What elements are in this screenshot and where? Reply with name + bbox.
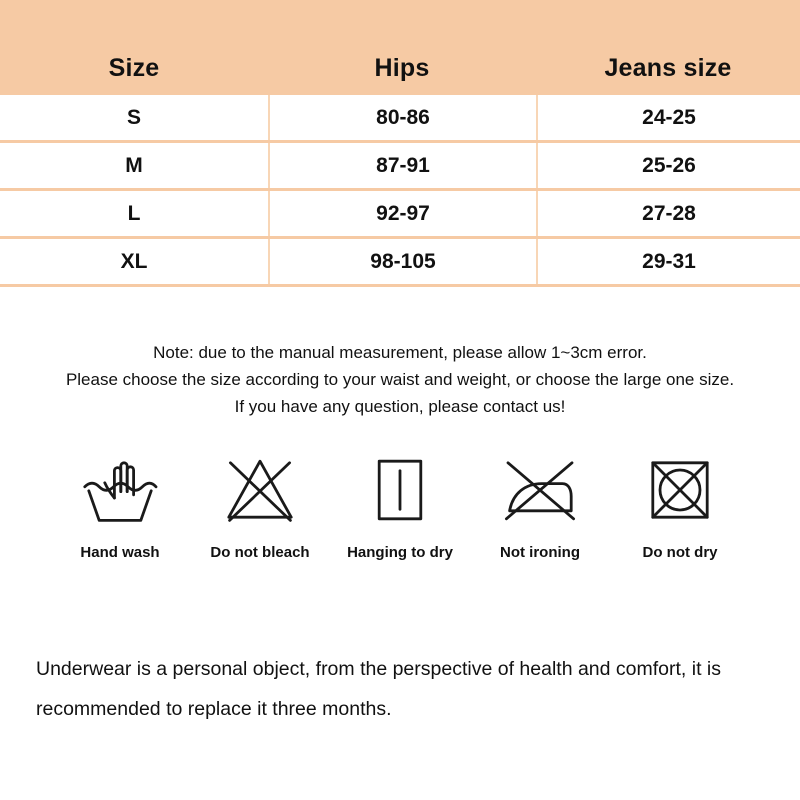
cell-size: XL — [120, 249, 148, 273]
care-item-do-not-bleach — [196, 450, 324, 561]
cell-jeans: 29-31 — [536, 239, 800, 284]
header-hips: Hips — [374, 54, 430, 82]
size-table — [0, 0, 800, 287]
header-size: Size — [108, 54, 160, 82]
do-not-dry-icon — [639, 450, 721, 530]
care-label: Do not dry — [642, 544, 718, 561]
note-line-3: If you have any question, please contact us! — [234, 397, 566, 416]
cell-hips: 98-105 — [268, 239, 536, 284]
cell-hips: 92-97 — [268, 191, 536, 236]
care-instructions-row — [0, 450, 800, 561]
cell-size: M — [125, 153, 143, 177]
care-item-hand-wash — [56, 450, 184, 561]
care-label: Hand wash — [80, 544, 160, 561]
cell-size: S — [126, 105, 141, 129]
note-line-2: Please choose the size according to your waist and weight, or choose the large one size. — [65, 370, 735, 389]
not-ironing-icon — [499, 450, 581, 530]
table-row — [0, 191, 800, 239]
care-label: Not ironing — [500, 544, 580, 561]
care-label: Do not bleach — [210, 544, 310, 561]
cell-hips: 87-91 — [268, 143, 536, 188]
cell-jeans: 24-25 — [536, 95, 800, 140]
table-row — [0, 95, 800, 143]
care-item-hanging-to-dry — [336, 450, 464, 561]
care-item-do-not-dry — [616, 450, 744, 561]
measurement-note — [0, 339, 800, 420]
header-jeans: Jeans size — [604, 54, 732, 82]
cell-jeans: 27-28 — [536, 191, 800, 236]
cell-jeans: 25-26 — [536, 143, 800, 188]
cell-hips: 80-86 — [268, 95, 536, 140]
size-table-header — [0, 0, 800, 95]
note-line-1: Note: due to the manual measurement, please allow 1~3cm error. — [153, 343, 647, 362]
care-item-not-ironing — [476, 450, 604, 561]
hanging-to-dry-icon — [359, 450, 441, 530]
table-row — [0, 239, 800, 287]
table-row — [0, 143, 800, 191]
cell-size: L — [127, 201, 141, 225]
replacement-advice-text: Underwear is a personal object, from the perspective of health and comfort, it is recommended to replace it three months. — [36, 658, 722, 720]
do-not-bleach-icon — [219, 450, 301, 530]
care-label: Hanging to dry — [347, 544, 453, 561]
hand-wash-icon — [79, 450, 161, 530]
